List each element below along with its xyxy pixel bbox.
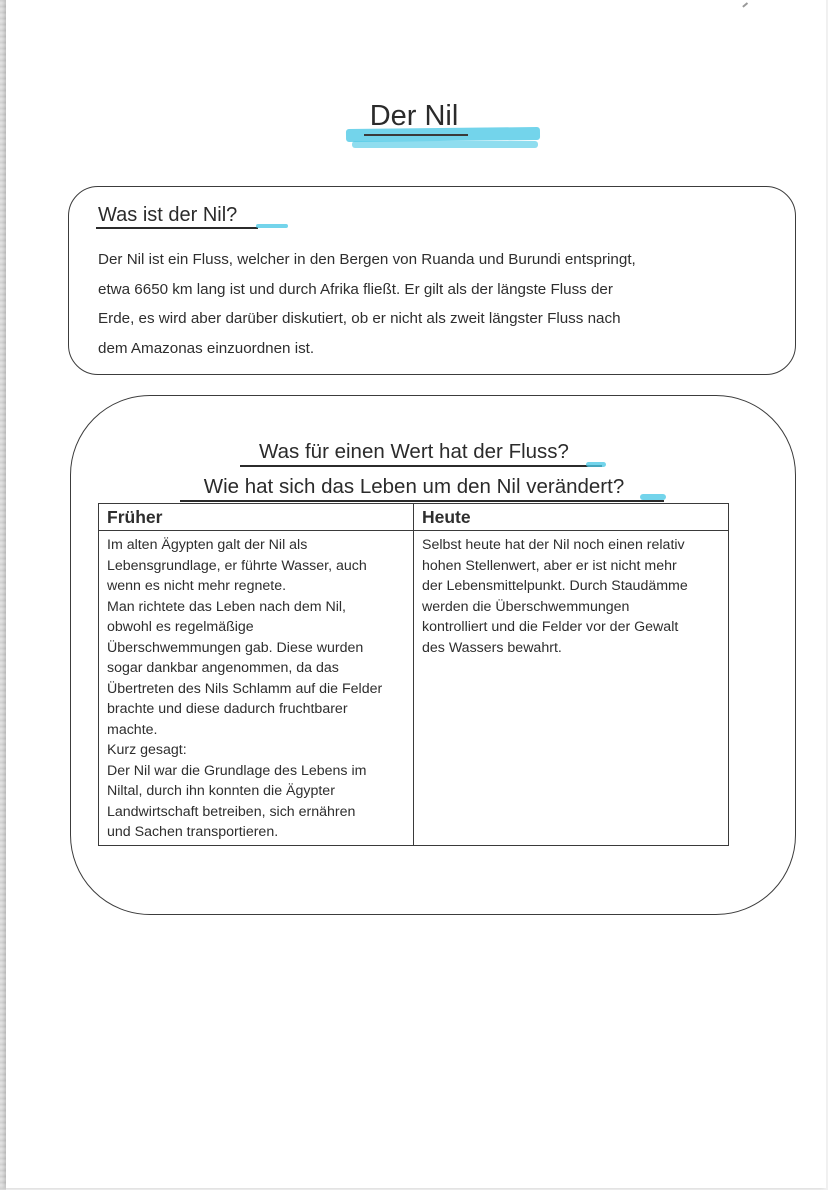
cell-line: Lebensgrundlage, er führte Wasser, auch bbox=[107, 557, 367, 574]
section1-paragraph bbox=[98, 245, 748, 363]
cell-line: Man richtete das Leben nach dem Nil, bbox=[107, 598, 346, 615]
cell-line: und Sachen transportieren. bbox=[107, 824, 279, 840]
section2-highlight-1 bbox=[586, 462, 606, 467]
cell-line: Im alten Ägypten galt der Nil als bbox=[107, 537, 308, 553]
cell-line: Übertreten des Nils Schlamm auf die Felder bbox=[107, 680, 383, 697]
section1-highlight bbox=[256, 224, 288, 228]
cell-line: Der Nil war die Grundlage des Lebens im bbox=[107, 762, 367, 779]
cell-line: brachte und diese dadurch fruchtbarer bbox=[107, 701, 348, 717]
title-highlight-stroke bbox=[352, 141, 538, 148]
header-heute: Heute bbox=[414, 504, 729, 531]
cell-line: sogar dankbar angenommen, da das bbox=[107, 660, 339, 676]
section1-heading-underline bbox=[96, 227, 258, 229]
cell-line: der Lebensmittelpunkt. Durch Staudämme bbox=[422, 578, 688, 594]
page-title: Der Nil bbox=[369, 100, 459, 132]
section2-heading-line1: Was für einen Wert hat der Fluss? bbox=[259, 440, 569, 463]
cell-frueher bbox=[99, 531, 414, 846]
cell-line: des Wassers bewahrt. bbox=[422, 639, 562, 656]
table-row bbox=[99, 531, 729, 846]
cell-line: Überschwemmungen gab. Diese wurden bbox=[107, 639, 364, 656]
section2-heading-line2: Wie hat sich das Leben um den Nil verändert? bbox=[203, 475, 625, 498]
title-underline bbox=[364, 134, 468, 136]
cell-line: hohen Stellenwert, aber er ist nicht mehr bbox=[422, 557, 677, 574]
cell-line: Selbst heute hat der Nil noch einen relativ bbox=[422, 537, 685, 553]
cell-heute bbox=[414, 531, 729, 846]
table-header-row bbox=[99, 504, 729, 531]
paragraph-line: etwa 6650 km lang ist und durch Afrika fließt. Er gilt als der längste Fluss der bbox=[98, 280, 613, 298]
cell-line: Niltal, durch ihn konnten die Ägypter bbox=[107, 783, 335, 799]
section2-heading1-underline bbox=[240, 465, 602, 467]
cell-line: Kurz gesagt: bbox=[107, 742, 187, 758]
cell-line: werden die Überschwemmungen bbox=[422, 598, 630, 615]
cell-line: machte. bbox=[107, 721, 158, 738]
cell-line: obwohl es regelmäßige bbox=[107, 619, 254, 635]
section2-highlight-2 bbox=[640, 494, 666, 500]
cell-line: wenn es nicht mehr regnete. bbox=[107, 578, 287, 594]
cell-line: kontrolliert und die Felder vor der Gewalt bbox=[422, 619, 679, 635]
comparison-table bbox=[98, 503, 729, 846]
header-frueher: Früher bbox=[99, 504, 414, 531]
section1-heading: Was ist der Nil? bbox=[98, 204, 238, 226]
paragraph-line: Erde, es wird aber darüber diskutiert, ob er nicht als zweit längster Fluss nach bbox=[98, 310, 621, 327]
paragraph-line: dem Amazonas einzuordnen ist. bbox=[98, 339, 315, 357]
cell-line: Landwirtschaft betreiben, sich ernähren bbox=[107, 803, 356, 820]
paragraph-line: Der Nil ist ein Fluss, welcher in den Bergen von Ruanda und Burundi entspringt, bbox=[98, 251, 636, 268]
section2-heading2-underline bbox=[180, 500, 664, 502]
